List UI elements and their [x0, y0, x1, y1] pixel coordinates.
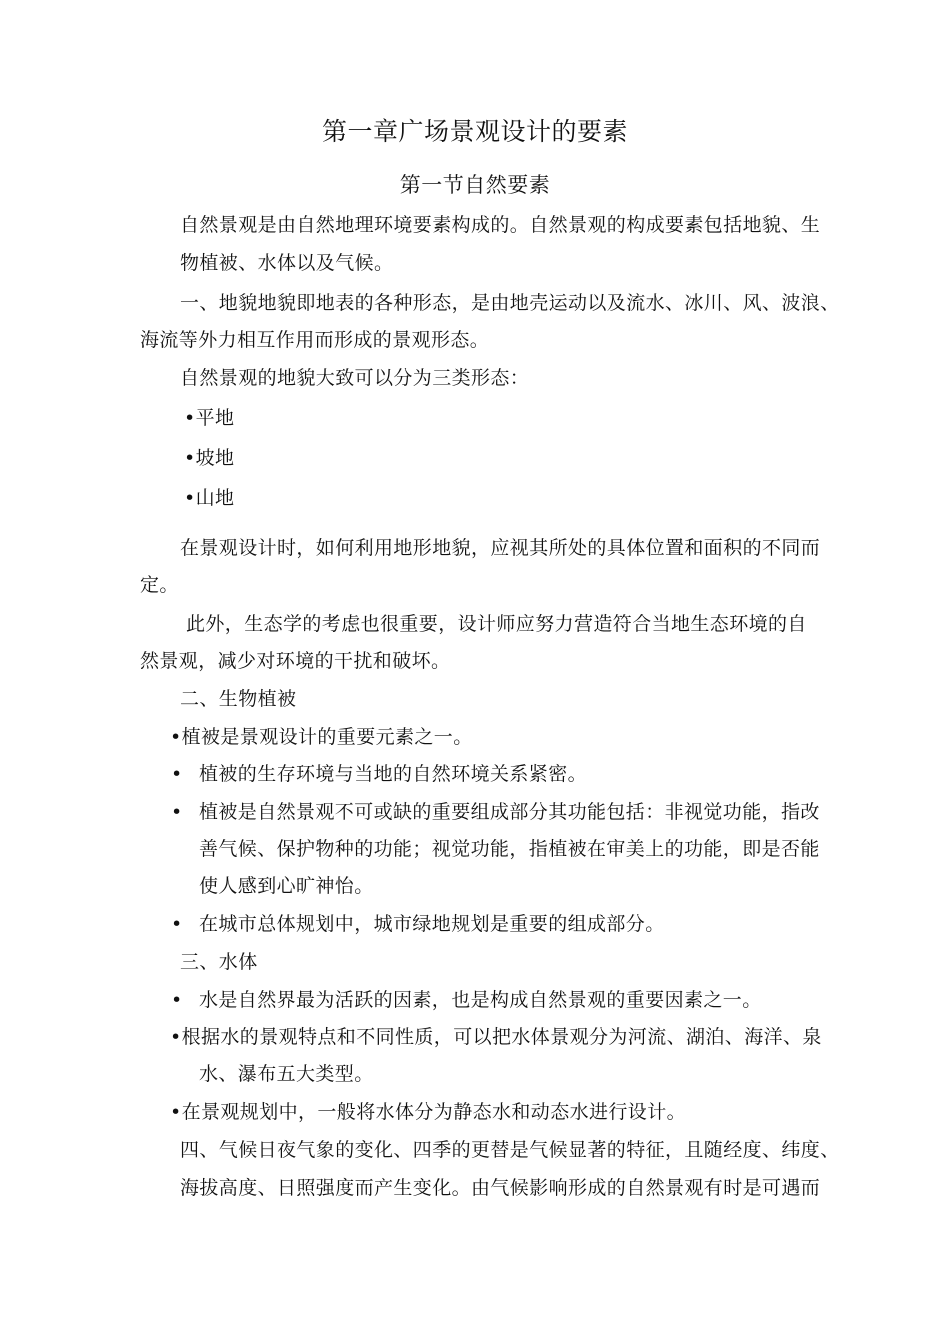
water-bullet-3: •在景观规划中，一般将水体分为静态水和动态水进行设计。	[170, 1101, 687, 1123]
water-bullet-1: 水是自然界最为活跃的因素，也是构成自然景观的重要因素之一。	[199, 989, 762, 1011]
water-bullet-2-line-1: •根据水的景观特点和不同性质，可以把水体景观分为河流、湖泊、海洋、泉	[170, 1026, 822, 1048]
landform-type-slope: •坡地	[184, 447, 235, 469]
vegetation-bullet-3-line-3: 使人感到心旷神怡。	[199, 875, 374, 897]
vegetation-heading: 二、生物植被	[180, 688, 297, 710]
bullet-marker: •	[171, 763, 183, 785]
intro-line-1: 自然景观是由自然地理环境要素构成的。自然景观的构成要素包括地貌、生	[180, 214, 821, 236]
climate-line-2: 海拔高度、日照强度而产生变化。由气候影响形成的自然景观有时是可遇而	[180, 1177, 821, 1199]
vegetation-bullet-2: 植被的生存环境与当地的自然环境关系紧密。	[199, 763, 588, 785]
landform-eco-line-2: 然景观，减少对环境的干扰和破坏。	[140, 650, 451, 672]
landform-type-flat: •平地	[184, 407, 235, 429]
landform-types-intro: 自然景观的地貌大致可以分为三类形态：	[180, 367, 530, 389]
bullet-marker: •	[171, 989, 183, 1011]
landform-type-mountain: •山地	[184, 487, 235, 509]
bullet-marker: •	[171, 913, 183, 935]
chapter-title: 第一章广场景观设计的要素	[321, 117, 628, 146]
vegetation-bullet-3-line-1: 植被是自然景观不可或缺的重要组成部分其功能包括：非视觉功能，指改	[199, 801, 820, 823]
landform-design-line-1: 在景观设计时，如何利用地形地貌，应视其所处的具体位置和面积的不同而	[180, 537, 821, 559]
bullet-marker: •	[171, 801, 183, 823]
landform-design-line-2: 定。	[140, 574, 179, 596]
landform-eco-line-1: 此外，生态学的考虑也很重要，设计师应努力营造符合当地生态环境的自	[186, 613, 807, 635]
water-bullet-2-line-2: 水、瀑布五大类型。	[199, 1063, 374, 1085]
landform-line-2: 海流等外力相互作用而形成的景观形态。	[140, 329, 490, 351]
climate-line-1: 四、气候日夜气象的变化、四季的更替是气候显著的特征，且随经度、纬度、	[180, 1139, 840, 1161]
vegetation-bullet-1: •植被是景观设计的重要元素之一。	[170, 726, 473, 748]
vegetation-bullet-4: 在城市总体规划中，城市绿地规划是重要的组成部分。	[199, 913, 665, 935]
water-heading: 三、水体	[180, 951, 258, 973]
intro-line-2: 物植被、水体以及气候。	[180, 252, 394, 274]
section-title: 第一节自然要素	[399, 173, 551, 197]
vegetation-bullet-3-line-2: 善气候、保护物种的功能；视觉功能，指植被在审美上的功能，即是否能	[199, 838, 820, 860]
landform-line-1: 一、地貌地貌即地表的各种形态，是由地壳运动以及流水、冰川、风、波浪、	[180, 292, 840, 314]
